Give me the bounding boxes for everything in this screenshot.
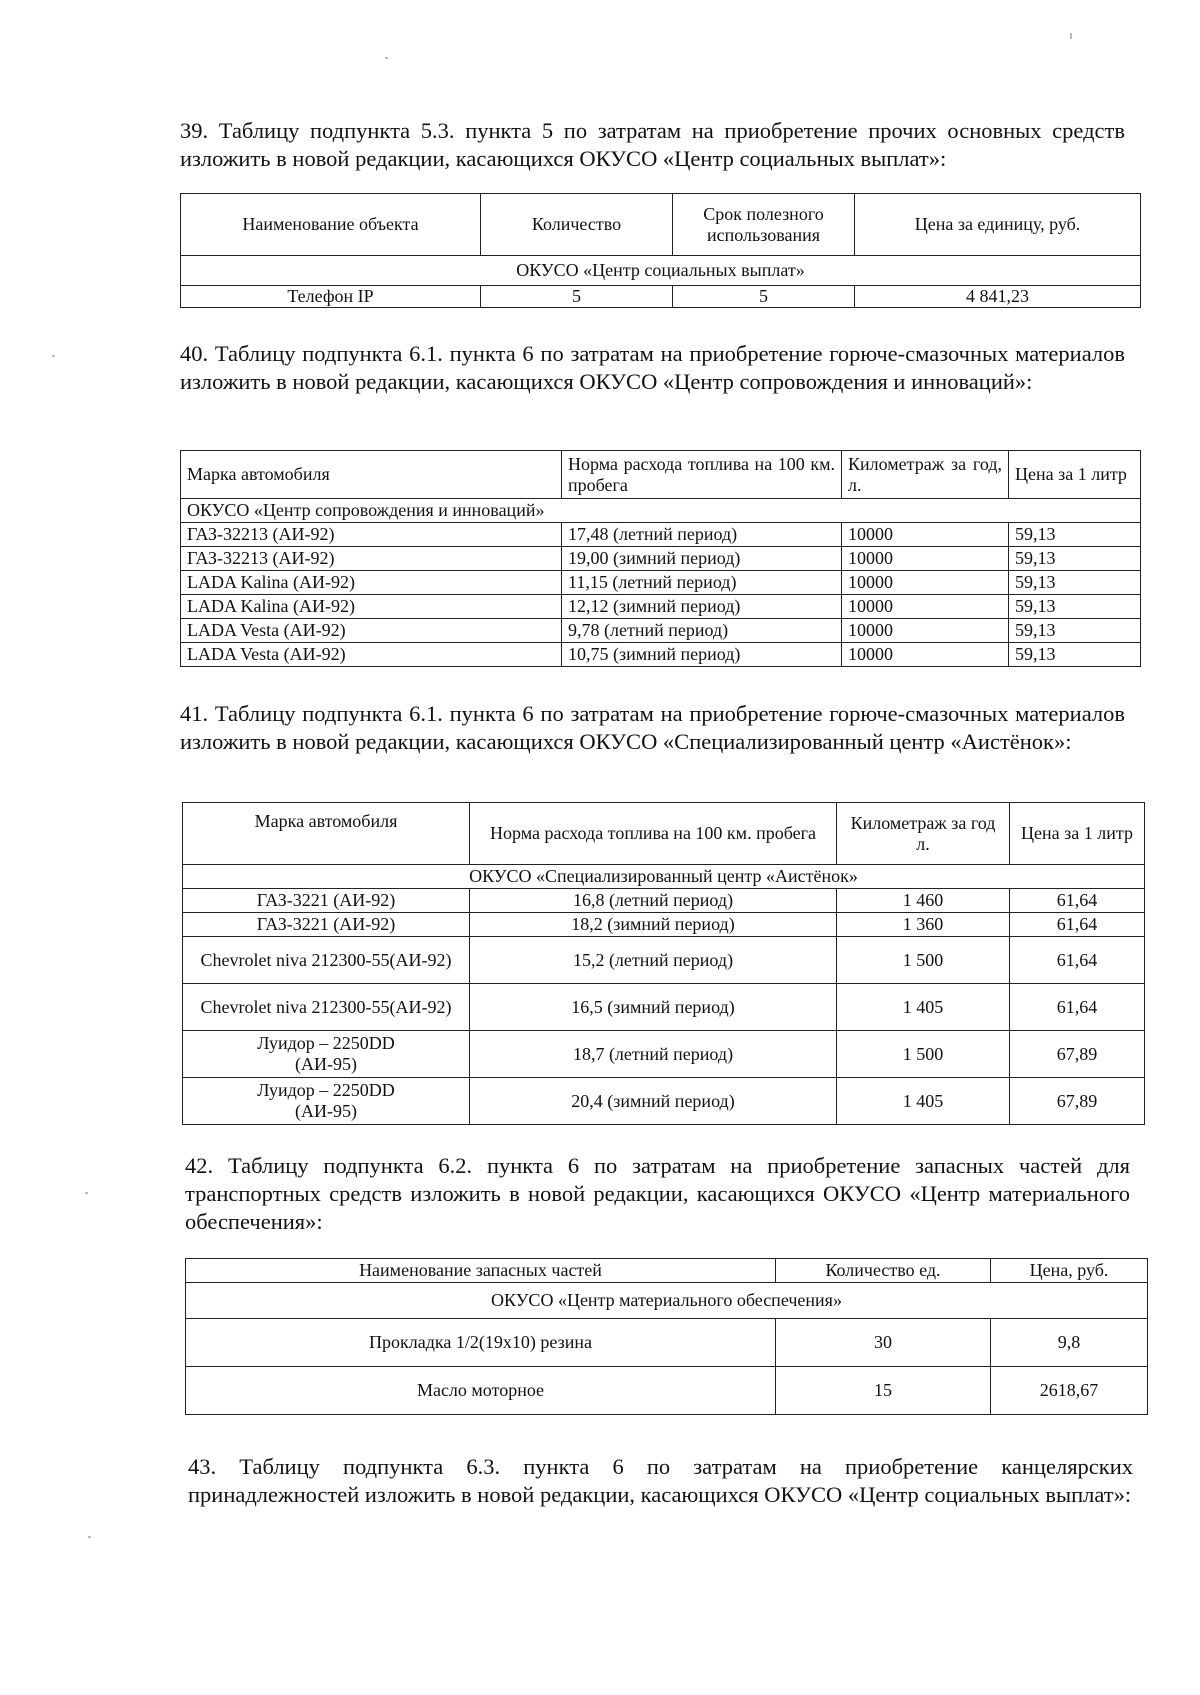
- item-41-paragraph: 41. Таблицу подпункта 6.1. пункта 6 по затратам на приобретение горюче-смазочных материалов изложить в новой редакции, касающихся ОКУСО «Специализированный центр «Аистёнок»:: [180, 701, 1125, 754]
- table-cell: 59,13: [1009, 523, 1141, 547]
- table-header-cell: Норма расхода топлива на 100 км. пробега: [562, 451, 842, 499]
- table-cell: 16,8 (летний период): [470, 889, 837, 913]
- table-fuel-aistenok: [182, 802, 1145, 1125]
- table-header-cell: Норма расхода топлива на 100 км. пробега: [470, 803, 837, 865]
- table-cell: 30: [776, 1319, 991, 1367]
- item-43-paragraph: 43. Таблицу подпункта 6.3. пункта 6 по затратам на приобретение канцелярских принадлежностей изложить в новой редакции, касающихся ОКУСО «Центр социальных выплат»:: [188, 1454, 1133, 1507]
- table-row: [181, 619, 1141, 643]
- table-cell: 10,75 (зимний период): [562, 643, 842, 667]
- table-cell: Chevrolet niva 212300-55(АИ-92): [183, 984, 470, 1031]
- table-row: [181, 571, 1141, 595]
- table-header-cell: Цена за 1 литр: [1010, 803, 1145, 865]
- table-cell: 15: [776, 1367, 991, 1415]
- table-cell: LADA Vesta (АИ-92): [181, 643, 562, 667]
- table-cell: 9,8: [991, 1319, 1148, 1367]
- table-cell: Прокладка 1/2(19x10) резина: [186, 1319, 776, 1367]
- table-cell: 18,7 (летний период): [470, 1031, 837, 1078]
- table-cell: 67,89: [1010, 1031, 1145, 1078]
- table-cell: 1 405: [837, 1078, 1010, 1125]
- table-cell: 9,78 (летний период): [562, 619, 842, 643]
- table-row: [183, 1078, 1145, 1125]
- table-cell: ГАЗ-32213 (АИ-92): [181, 547, 562, 571]
- table-cell: 11,15 (летний период): [562, 571, 842, 595]
- table-spare-parts: [185, 1258, 1148, 1415]
- item-42-paragraph: 42. Таблицу подпункта 6.2. пункта 6 по затратам на приобретение запасных частей для транспортных средств изложить в новой редакции, касающихся ОКУСО «Центр материального обеспечения»:: [185, 1153, 1130, 1234]
- table-cell: 61,64: [1010, 937, 1145, 984]
- table-cell: 10000: [842, 619, 1009, 643]
- table-cell: 15,2 (летний период): [470, 937, 837, 984]
- table-cell: 61,64: [1010, 984, 1145, 1031]
- table-cell: 4 841,23: [855, 286, 1141, 308]
- table-cell: 1 460: [837, 889, 1010, 913]
- table-cell: 12,12 (зимний период): [562, 595, 842, 619]
- table-cell: 59,13: [1009, 547, 1141, 571]
- table-cell: LADA Kalina (АИ-92): [181, 595, 562, 619]
- table-cell: LADA Kalina (АИ-92): [181, 571, 562, 595]
- table-cell: 10000: [842, 523, 1009, 547]
- table-header-cell: Километраж за год, л.: [842, 451, 1009, 499]
- table-cell: 17,48 (летний период): [562, 523, 842, 547]
- table-cell: ГАЗ-3221 (АИ-92): [183, 889, 470, 913]
- table-header-cell: Цена за 1 литр: [1009, 451, 1141, 499]
- table-cell: 1 500: [837, 1031, 1010, 1078]
- table-cell: 10000: [842, 643, 1009, 667]
- table-cell: 1 500: [837, 937, 1010, 984]
- table-header-cell: Цена, руб.: [991, 1259, 1148, 1283]
- table-row: [183, 937, 1145, 984]
- table-cell: 10000: [842, 547, 1009, 571]
- table-header-cell: Срок полезного использования: [673, 194, 855, 256]
- table-row: [181, 523, 1141, 547]
- scan-mark: [52, 355, 55, 357]
- table-cell: 67,89: [1010, 1078, 1145, 1125]
- table-cell: 19,00 (зимний период): [562, 547, 842, 571]
- table-row: [183, 984, 1145, 1031]
- table-row: [186, 1319, 1148, 1367]
- table-cell: 10000: [842, 571, 1009, 595]
- table-fuel-innovation: [180, 450, 1141, 667]
- table-cell: Масло моторное: [186, 1367, 776, 1415]
- table-row: [183, 889, 1145, 913]
- table-row: [183, 1031, 1145, 1078]
- table-cell: ГАЗ-32213 (АИ-92): [181, 523, 562, 547]
- table-group-row: ОКУСО «Специализированный центр «Аистёнок»: [183, 865, 1145, 889]
- table-header-cell: Наименование объекта: [181, 194, 481, 256]
- table-cell: 1 405: [837, 984, 1010, 1031]
- table-row: [181, 595, 1141, 619]
- table-fixed-assets: [180, 193, 1141, 308]
- table-cell: 59,13: [1009, 571, 1141, 595]
- table-cell: LADA Vesta (АИ-92): [181, 619, 562, 643]
- table-cell: 61,64: [1010, 889, 1145, 913]
- table-cell: 59,13: [1009, 619, 1141, 643]
- table-header-cell: Километраж за год л.: [837, 803, 1010, 865]
- table-group-row: ОКУСО «Центр социальных выплат»: [181, 256, 1141, 286]
- scan-mark: [1070, 33, 1072, 39]
- table-row: [181, 547, 1141, 571]
- table-row: [186, 1367, 1148, 1415]
- scan-mark: [385, 57, 388, 59]
- table-group-row: ОКУСО «Центр сопровождения и инноваций»: [181, 499, 1141, 523]
- table-cell: 2618,67: [991, 1367, 1148, 1415]
- table-header-cell: Марка автомобиля: [183, 803, 470, 865]
- table-header-cell: Наименование запасных частей: [186, 1259, 776, 1283]
- table-cell: 10000: [842, 595, 1009, 619]
- table-cell: ГАЗ-3221 (АИ-92): [183, 913, 470, 937]
- table-cell: 5: [481, 286, 673, 308]
- table-cell: Телефон IP: [181, 286, 481, 308]
- table-group-row: ОКУСО «Центр материального обеспечения»: [186, 1283, 1148, 1319]
- table-header-cell: Марка автомобиля: [181, 451, 562, 499]
- item-40-paragraph: 40. Таблицу подпункта 6.1. пункта 6 по затратам на приобретение горюче-смазочных материалов изложить в новой редакции, касающихся ОКУСО «Центр сопровождения и инноваций»:: [180, 341, 1125, 394]
- table-cell: 18,2 (зимний период): [470, 913, 837, 937]
- table-header-cell: Цена за единицу, руб.: [855, 194, 1141, 256]
- table-row: [181, 286, 1141, 308]
- table-cell: Луидор – 2250DD (АИ-95): [183, 1031, 470, 1078]
- table-cell: 59,13: [1009, 643, 1141, 667]
- table-row: [181, 643, 1141, 667]
- scan-mark: [88, 1536, 91, 1538]
- table-cell: 59,13: [1009, 595, 1141, 619]
- table-header-cell: Количество: [481, 194, 673, 256]
- table-cell: 1 360: [837, 913, 1010, 937]
- table-cell: Луидор – 2250DD (АИ-95): [183, 1078, 470, 1125]
- table-cell: 16,5 (зимний период): [470, 984, 837, 1031]
- table-cell: Chevrolet niva 212300-55(АИ-92): [183, 937, 470, 984]
- item-39-paragraph: 39. Таблицу подпункта 5.3. пункта 5 по затратам на приобретение прочих основных средств изложить в новой редакции, касающихся ОКУСО «Центр социальных выплат»:: [180, 118, 1125, 171]
- table-cell: 5: [673, 286, 855, 308]
- table-cell: 61,64: [1010, 913, 1145, 937]
- table-row: [183, 913, 1145, 937]
- table-cell: 20,4 (зимний период): [470, 1078, 837, 1125]
- table-header-cell: Количество ед.: [776, 1259, 991, 1283]
- scan-mark: [85, 1192, 88, 1194]
